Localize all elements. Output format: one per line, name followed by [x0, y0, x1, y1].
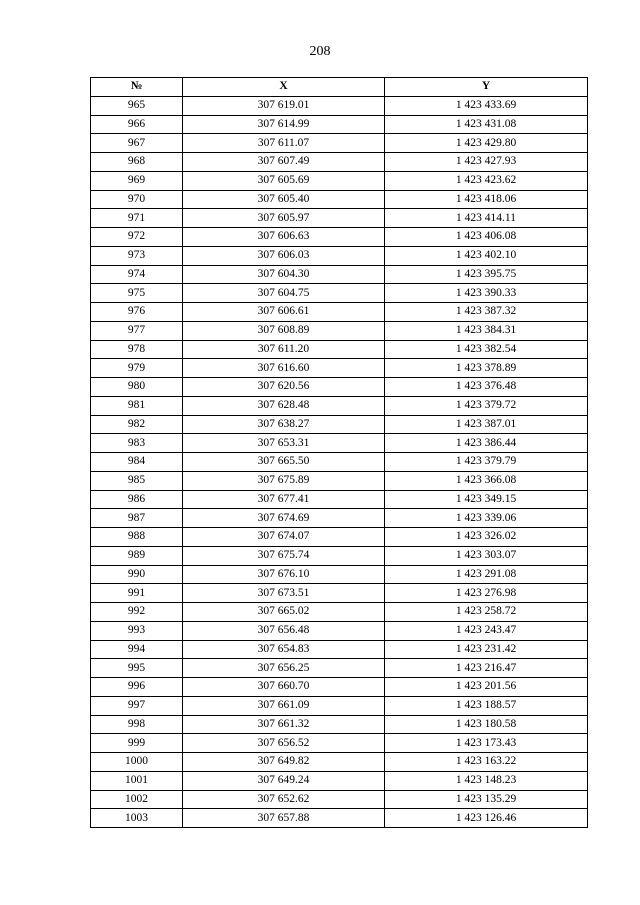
- cell-number: 977: [91, 321, 183, 340]
- cell-number: 985: [91, 471, 183, 490]
- cell-number: 975: [91, 284, 183, 303]
- cell-number: 972: [91, 228, 183, 247]
- table-row: [91, 678, 588, 697]
- cell-x: 307 653.31: [183, 434, 385, 453]
- table-row: [91, 153, 588, 172]
- cell-x: 307 649.24: [183, 771, 385, 790]
- table-row: [91, 246, 588, 265]
- cell-x: 307 605.97: [183, 209, 385, 228]
- cell-x: 307 616.60: [183, 359, 385, 378]
- cell-y: 1 423 366.08: [385, 471, 588, 490]
- cell-y: 1 423 406.08: [385, 228, 588, 247]
- table-row: [91, 303, 588, 322]
- table-row: [91, 209, 588, 228]
- table-row: [91, 434, 588, 453]
- table-row: [91, 321, 588, 340]
- table-row: [91, 640, 588, 659]
- cell-number: 966: [91, 115, 183, 134]
- table-row: [91, 603, 588, 622]
- cell-y: 1 423 414.11: [385, 209, 588, 228]
- cell-number: 996: [91, 678, 183, 697]
- table-row: [91, 96, 588, 115]
- cell-y: 1 423 387.32: [385, 303, 588, 322]
- cell-y: 1 423 201.56: [385, 678, 588, 697]
- cell-x: 307 606.03: [183, 246, 385, 265]
- cell-number: 976: [91, 303, 183, 322]
- cell-number: 991: [91, 584, 183, 603]
- cell-x: 307 606.61: [183, 303, 385, 322]
- table-body: [91, 96, 588, 827]
- table-row: [91, 359, 588, 378]
- cell-x: 307 638.27: [183, 415, 385, 434]
- cell-x: 307 611.20: [183, 340, 385, 359]
- cell-number: 990: [91, 565, 183, 584]
- cell-y: 1 423 173.43: [385, 734, 588, 753]
- cell-y: 1 423 148.23: [385, 771, 588, 790]
- table-row: [91, 790, 588, 809]
- cell-number: 981: [91, 396, 183, 415]
- cell-y: 1 423 386.44: [385, 434, 588, 453]
- table-row: [91, 415, 588, 434]
- cell-y: 1 423 243.47: [385, 621, 588, 640]
- cell-x: 307 674.69: [183, 509, 385, 528]
- table-row: [91, 509, 588, 528]
- cell-number: 1002: [91, 790, 183, 809]
- column-header-number: №: [91, 78, 183, 97]
- column-header-x: X: [183, 78, 385, 97]
- cell-x: 307 675.74: [183, 546, 385, 565]
- table-row: [91, 265, 588, 284]
- cell-y: 1 423 429.80: [385, 134, 588, 153]
- cell-number: 965: [91, 96, 183, 115]
- cell-x: 307 656.48: [183, 621, 385, 640]
- table-row: [91, 771, 588, 790]
- cell-y: 1 423 135.29: [385, 790, 588, 809]
- column-header-y: Y: [385, 78, 588, 97]
- table-row: [91, 453, 588, 472]
- cell-y: 1 423 379.72: [385, 396, 588, 415]
- table-row: [91, 696, 588, 715]
- cell-x: 307 608.89: [183, 321, 385, 340]
- table-row: [91, 753, 588, 772]
- cell-x: 307 674.07: [183, 528, 385, 547]
- cell-y: 1 423 258.72: [385, 603, 588, 622]
- table-row: [91, 659, 588, 678]
- cell-x: 307 604.75: [183, 284, 385, 303]
- cell-y: 1 423 163.22: [385, 753, 588, 772]
- table-row: [91, 734, 588, 753]
- cell-x: 307 656.52: [183, 734, 385, 753]
- cell-x: 307 665.02: [183, 603, 385, 622]
- cell-number: 997: [91, 696, 183, 715]
- cell-y: 1 423 339.06: [385, 509, 588, 528]
- cell-x: 307 619.01: [183, 96, 385, 115]
- cell-y: 1 423 376.48: [385, 378, 588, 397]
- cell-y: 1 423 423.62: [385, 171, 588, 190]
- cell-y: 1 423 384.31: [385, 321, 588, 340]
- cell-number: 979: [91, 359, 183, 378]
- cell-x: 307 673.51: [183, 584, 385, 603]
- cell-y: 1 423 180.58: [385, 715, 588, 734]
- cell-y: 1 423 291.08: [385, 565, 588, 584]
- cell-x: 307 676.10: [183, 565, 385, 584]
- cell-x: 307 665.50: [183, 453, 385, 472]
- cell-x: 307 607.49: [183, 153, 385, 172]
- cell-number: 987: [91, 509, 183, 528]
- cell-number: 1000: [91, 753, 183, 772]
- cell-number: 968: [91, 153, 183, 172]
- cell-y: 1 423 395.75: [385, 265, 588, 284]
- table-row: [91, 528, 588, 547]
- cell-number: 973: [91, 246, 183, 265]
- cell-number: 970: [91, 190, 183, 209]
- table-row: [91, 809, 588, 828]
- cell-number: 1001: [91, 771, 183, 790]
- cell-x: 307 656.25: [183, 659, 385, 678]
- cell-x: 307 657.88: [183, 809, 385, 828]
- table-row: [91, 471, 588, 490]
- cell-y: 1 423 402.10: [385, 246, 588, 265]
- cell-y: 1 423 126.46: [385, 809, 588, 828]
- table-row: [91, 228, 588, 247]
- cell-x: 307 677.41: [183, 490, 385, 509]
- cell-x: 307 611.07: [183, 134, 385, 153]
- cell-number: 978: [91, 340, 183, 359]
- cell-x: 307 606.63: [183, 228, 385, 247]
- cell-x: 307 675.89: [183, 471, 385, 490]
- cell-number: 971: [91, 209, 183, 228]
- table-row: [91, 490, 588, 509]
- cell-number: 992: [91, 603, 183, 622]
- table-row: [91, 284, 588, 303]
- cell-x: 307 660.70: [183, 678, 385, 697]
- cell-number: 969: [91, 171, 183, 190]
- cell-number: 984: [91, 453, 183, 472]
- cell-x: 307 628.48: [183, 396, 385, 415]
- cell-number: 998: [91, 715, 183, 734]
- cell-y: 1 423 326.02: [385, 528, 588, 547]
- table-row: [91, 190, 588, 209]
- cell-number: 988: [91, 528, 183, 547]
- table-row: [91, 396, 588, 415]
- page-number: 208: [309, 44, 331, 59]
- cell-y: 1 423 303.07: [385, 546, 588, 565]
- cell-x: 307 661.32: [183, 715, 385, 734]
- cell-y: 1 423 188.57: [385, 696, 588, 715]
- cell-x: 307 605.40: [183, 190, 385, 209]
- table-row: [91, 565, 588, 584]
- cell-number: 967: [91, 134, 183, 153]
- cell-y: 1 423 216.47: [385, 659, 588, 678]
- cell-x: 307 654.83: [183, 640, 385, 659]
- table-row: [91, 378, 588, 397]
- cell-y: 1 423 427.93: [385, 153, 588, 172]
- cell-x: 307 614.99: [183, 115, 385, 134]
- cell-number: 974: [91, 265, 183, 284]
- cell-number: 982: [91, 415, 183, 434]
- table-row: [91, 340, 588, 359]
- table-row: [91, 715, 588, 734]
- table-row: [91, 171, 588, 190]
- cell-y: 1 423 276.98: [385, 584, 588, 603]
- cell-number: 983: [91, 434, 183, 453]
- table-row: [91, 115, 588, 134]
- cell-number: 993: [91, 621, 183, 640]
- cell-x: 307 620.56: [183, 378, 385, 397]
- table-header-row: [91, 78, 588, 97]
- table-row: [91, 584, 588, 603]
- cell-number: 999: [91, 734, 183, 753]
- cell-y: 1 423 431.08: [385, 115, 588, 134]
- cell-y: 1 423 390.33: [385, 284, 588, 303]
- cell-number: 994: [91, 640, 183, 659]
- cell-number: 980: [91, 378, 183, 397]
- cell-y: 1 423 231.42: [385, 640, 588, 659]
- cell-x: 307 652.62: [183, 790, 385, 809]
- cell-x: 307 605.69: [183, 171, 385, 190]
- cell-number: 1003: [91, 809, 183, 828]
- cell-y: 1 423 378.89: [385, 359, 588, 378]
- cell-y: 1 423 418.06: [385, 190, 588, 209]
- cell-y: 1 423 382.54: [385, 340, 588, 359]
- table-row: [91, 134, 588, 153]
- cell-y: 1 423 387.01: [385, 415, 588, 434]
- cell-number: 995: [91, 659, 183, 678]
- cell-y: 1 423 433.69: [385, 96, 588, 115]
- table-row: [91, 621, 588, 640]
- table-row: [91, 546, 588, 565]
- cell-x: 307 604.30: [183, 265, 385, 284]
- cell-x: 307 661.09: [183, 696, 385, 715]
- cell-number: 989: [91, 546, 183, 565]
- cell-number: 986: [91, 490, 183, 509]
- cell-x: 307 649.82: [183, 753, 385, 772]
- cell-y: 1 423 349.15: [385, 490, 588, 509]
- coordinates-table: [90, 77, 588, 828]
- cell-y: 1 423 379.79: [385, 453, 588, 472]
